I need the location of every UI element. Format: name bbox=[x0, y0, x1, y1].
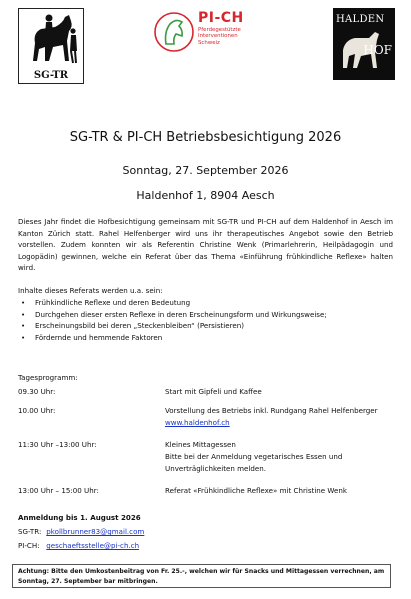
program-time: 11:30 Uhr –13:00 Uhr: bbox=[18, 440, 97, 449]
list-item: • Frühkindliche Reflexe und deren Bedeutung bbox=[18, 297, 393, 309]
program-title: Kleines Mittagessen bbox=[165, 440, 236, 449]
haldenhof-logo bbox=[333, 8, 395, 80]
topics-list bbox=[18, 297, 393, 343]
horse-head-icon bbox=[152, 10, 196, 54]
email-link[interactable]: pkollbrunner83@gmail.com bbox=[46, 527, 145, 536]
contact-row bbox=[18, 541, 139, 550]
page-title: SG-TR & PI-CH Betriebsbesichtigung 2026 bbox=[69, 130, 342, 145]
notice-box: Achtung: Bitte den Umkostenbeitrag von Fr. 25.-, welchen wir für Snacks und Mittagessen verrechnen, am Sonntag, 27. September bar mitbringen. bbox=[12, 564, 391, 588]
contact-label: SG-TR: bbox=[18, 527, 42, 536]
program-heading: Tagesprogramm: bbox=[18, 373, 78, 382]
haldenhof-link[interactable]: www.haldenhof.ch bbox=[165, 418, 230, 428]
pich-subtitle-line: Pferdegestützte bbox=[198, 27, 241, 33]
contact-label: PI-CH: bbox=[18, 541, 40, 550]
pich-subtitle-line: Schweiz bbox=[198, 39, 220, 46]
contact-row bbox=[18, 527, 144, 536]
program-title: Start mit Gipfeli und Kaffee bbox=[165, 387, 262, 396]
program-description: Bitte bei der Anmeldung vegetarisches Essen und Unverträglichkeiten melden. bbox=[165, 452, 343, 474]
pich-logo bbox=[152, 8, 264, 58]
program-time: 09.30 Uhr: bbox=[18, 387, 56, 396]
logo-bar bbox=[18, 8, 395, 84]
email-link[interactable]: geschaeftsstelle@pi-ch.ch bbox=[46, 541, 140, 550]
program-entry bbox=[165, 439, 395, 476]
pich-logo-subtitle bbox=[198, 27, 241, 46]
horse-rider-icon bbox=[19, 9, 83, 69]
pich-subtitle-line: Interventionen bbox=[198, 33, 238, 40]
program-time: 13:00 Uhr – 15:00 Uhr: bbox=[18, 486, 99, 495]
list-item: • Fördernde und hemmende Faktoren bbox=[18, 332, 393, 344]
event-address: Haldenhof 1, 8904 Aesch bbox=[136, 189, 275, 202]
program-entry bbox=[165, 405, 395, 429]
intro-paragraph: Dieses Jahr findet die Hofbesichtigung gemeinsam mit SG-TR und PI-CH auf dem Haldenhof in Aesch im Kanton Zürich statt. Rahel Helfenberger wird uns ihr therapeutisches Angebot sowie den Betrieb vorstellen. Zudem konnten wir als Referentin Christine Wenk (Primarlehrerin, Heilpädagogin und Logopädin) gewinnen, welche ein Referat über das Thema «Einführung frühkindliche Reflexe» halten wird. bbox=[18, 217, 393, 272]
pich-logo-name: PI-CH bbox=[198, 10, 244, 26]
program-title: Referat «Frühkindliche Reflexe» mit Christine Wenk bbox=[165, 486, 347, 495]
topics-heading: Inhalte dieses Referats werden u.a. sein: bbox=[18, 286, 163, 295]
haldenhof-logo-line1: HALDEN bbox=[336, 14, 385, 25]
haldenhof-logo-line2: HOF bbox=[363, 43, 392, 57]
list-item: • Durchgehen dieser ersten Reflexe in deren Erscheinungsform und Wirkungsweise; bbox=[18, 309, 393, 321]
registration-title: Anmeldung bis 1. August 2026 bbox=[18, 513, 141, 522]
sgtr-logo bbox=[18, 8, 84, 84]
event-date: Sonntag, 27. September 2026 bbox=[122, 164, 289, 177]
program-title: Vorstellung des Betriebs inkl. Rundgang Rahel Helfenberger bbox=[165, 406, 378, 415]
list-item: • Erscheinungsbild bei deren „Steckenbleiben“ (Persistieren) bbox=[18, 320, 393, 332]
program-time: 10.00 Uhr: bbox=[18, 406, 56, 415]
sgtr-logo-text: SG-TR bbox=[33, 70, 69, 81]
